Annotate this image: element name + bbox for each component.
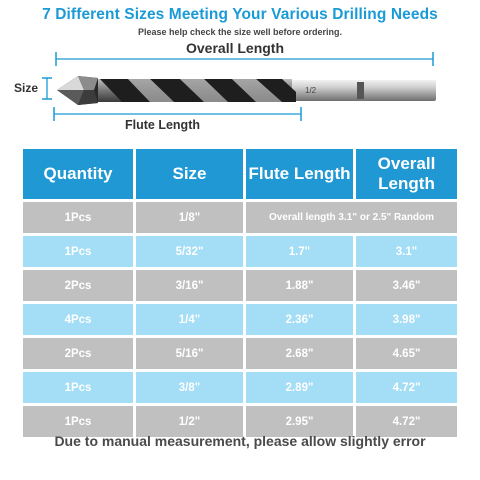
overall-length-cell: 4.72"	[356, 372, 457, 403]
page-subtitle: Please help check the size well before ordering.	[137, 27, 343, 37]
drill-bit-diagram	[0, 0, 480, 140]
flute-length-cell: 2.68"	[246, 338, 353, 369]
page-title: 7 Different Sizes Meeting Your Various Drilling Needs	[42, 6, 438, 23]
quantity-cell: 4Pcs	[23, 304, 133, 335]
table-row	[23, 236, 457, 267]
quantity-cell: 1Pcs	[23, 236, 133, 267]
flute-length-cell: 1.7"	[246, 236, 353, 267]
table-row	[23, 270, 457, 301]
length-note-cell: Overall length 3.1" or 2.5" Random	[246, 202, 457, 233]
header-size: Size	[136, 149, 243, 199]
size-cell: 3/8"	[136, 372, 243, 403]
size-cell: 5/32"	[136, 236, 243, 267]
overall-length-cell: 3.98"	[356, 304, 457, 335]
shank-flat	[357, 82, 364, 99]
header-flute-length: Flute Length	[246, 149, 353, 199]
drill-flute	[92, 79, 296, 102]
table-row	[23, 338, 457, 369]
flute-length-cell: 1.88"	[246, 270, 353, 301]
quantity-cell: 2Pcs	[23, 338, 133, 369]
flute-length-cell: 2.36"	[246, 304, 353, 335]
table-row	[23, 304, 457, 335]
size-label: Size	[14, 81, 39, 95]
quantity-cell: 1Pcs	[23, 406, 133, 437]
flute-length-label: Flute Length	[125, 118, 200, 132]
overall-length-cell: 3.1"	[356, 236, 457, 267]
header-overall-length: Overall Length	[356, 149, 457, 199]
overall-length-label: Overall Length	[186, 40, 285, 56]
overall-length-cell: 4.65"	[356, 338, 457, 369]
overall-length-cell: 3.46"	[356, 270, 457, 301]
size-cell: 5/16"	[136, 338, 243, 369]
overall-length-cell: 4.72"	[356, 406, 457, 437]
quantity-cell: 2Pcs	[23, 270, 133, 301]
size-cell: 1/8"	[136, 202, 243, 233]
sizes-table	[20, 146, 460, 440]
size-cell: 3/16"	[136, 270, 243, 301]
measurement-disclaimer: Due to manual measurement, please allow slightly error	[54, 433, 426, 449]
flute-length-cell: 2.89"	[246, 372, 353, 403]
table-header-row	[23, 149, 457, 199]
flute-length-cell: 2.95"	[246, 406, 353, 437]
table-row	[23, 372, 457, 403]
header-quantity: Quantity	[23, 149, 133, 199]
quantity-cell: 1Pcs	[23, 372, 133, 403]
quantity-cell: 1Pcs	[23, 202, 133, 233]
shank-size-marking: 1/2	[305, 86, 317, 95]
size-cell: 1/2"	[136, 406, 243, 437]
drill-tip	[57, 76, 98, 105]
size-dimension	[42, 78, 52, 99]
size-cell: 1/4"	[136, 304, 243, 335]
table-row	[23, 202, 457, 233]
